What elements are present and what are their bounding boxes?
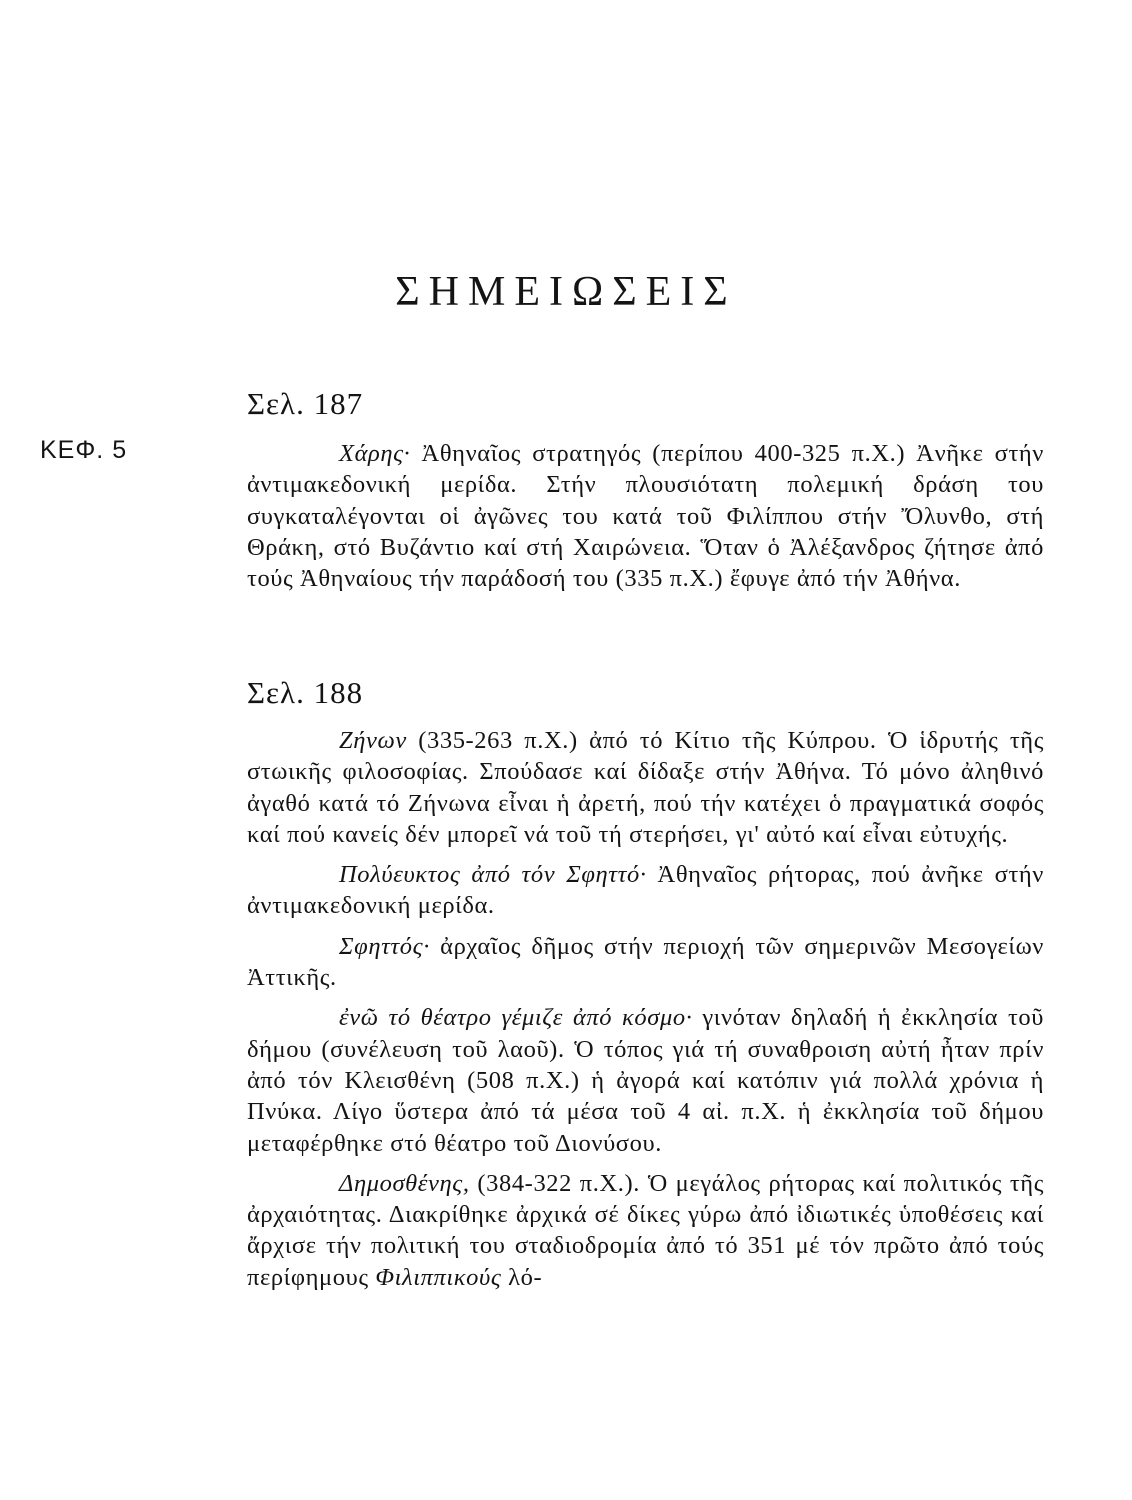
note-zenon [247,725,1044,850]
note-theatre [247,1002,1044,1158]
notes-block-187 [247,438,1044,594]
note-term: Χάρης· [339,440,411,467]
note-text: (335-263 π.Χ.) ἀπό τό Κίτιο τῆς Κύπρου. Ὁ ἱδρυτής τῆς στωικῆς φιλοσοφίας. Σπούδασε καί δίδαξε στήν Ἀθήνα. Τό μόνο ἀληθινό ἀγαθό κατά τό Ζήνωνα εἶναι ἡ ἀρετή, πού τήν κατέχει ὁ πραγματικά σοφός καί πού κανείς δέν μπορεῖ νά τοῦ τή στερήσει, γι' αὐτό καί εἶναι εὐτυχής. [247,727,1044,848]
note-term-philippics: Φιλιππικούς [375,1263,502,1291]
note-term: Σφηττός· [339,932,430,960]
note-term: Πολύευκτος ἀπό τόν Σφηττό· [339,861,647,889]
note-text: (384-322 π.Χ.). Ὁ μεγάλος ρήτορας καί πολιτικός τῆς ἀρχαιότητας. Διακρίθηκε ἀρχικά σέ δίκες γύρω ἀπό ἰδιωτικές ὑποθέσεις καί ἄρχισε τήν πολιτική του σταδιοδρομία ἀπό τό 351 μέ τόν πρῶτο ἀπό τούς περίφημους [247,1169,1044,1291]
note-term: ἐνῶ τό θέατρο γέμιζε ἀπό κόσμο· [339,1004,693,1032]
note-term: Δημοσθένης, [339,1169,470,1197]
page-title: ΣΗΜΕΙΩΣΕΙΣ [395,269,737,315]
note-text-end: λό- [501,1263,543,1291]
note-text: Ἀθηναῖος ρήτορας, πού ἀνῆκε στήν ἀντιμακεδονική μερίδα. [247,861,1044,920]
note-chares [247,438,1044,594]
note-term: Ζήνων [339,727,407,754]
section-ref-188: Σελ. 188 [247,675,364,710]
note-text: ἀρχαῖος δῆμος στήν περιοχή τῶν σημερινῶν Μεσογείων Ἀττικῆς. [247,932,1044,992]
note-sphettos [247,931,1044,994]
note-polyeuktos [247,859,1044,922]
section-ref-187: Σελ. 187 [247,386,364,421]
chapter-label: ΚΕΦ. 5 [40,436,128,464]
note-text: Ἀθηναῖος στρατηγός (περίπου 400-325 π.Χ.) Ἀνῆκε στήν ἀντιμακεδονική μερίδα. Στήν πλουσιότατη πολεμική δράση του συγκαταλέγονται οἱ ἀγῶνες του κατά τοῦ Φιλίππου στήν Ὄλυνθο, στή Θράκη, στό Βυζάντιο καί στή Χαιρώνεια. Ὅταν ὁ Ἀλέξανδρος ζήτησε ἀπό τούς Ἀθηναίους τήν παράδοσή του (335 π.Χ.) ἔφυγε ἀπό τήν Ἀθήνα. [247,440,1044,593]
note-text: γινόταν δηλαδή ἡ ἐκκλησία τοῦ δήμου (συνέλευση τοῦ λαοῦ). Ὁ τόπος γιά τή συναθροιση αὐτή ἦταν πρίν ἀπό τόν Κλεισθένη (508 π.Χ.) ἡ ἀγορά καί κατόπιν γιά πολλά χρόνια ἡ Πνύκα. Λίγο ὕστερα ἀπό τά μέσα τοῦ 4 αἰ. π.Χ. ἡ ἐκκλησία τοῦ δήμου μεταφέρθηκε στό θέατρο τοῦ Διονύσου. [247,1004,1044,1157]
notes-block-188 [247,725,1044,1293]
note-demosthenes [247,1168,1044,1293]
